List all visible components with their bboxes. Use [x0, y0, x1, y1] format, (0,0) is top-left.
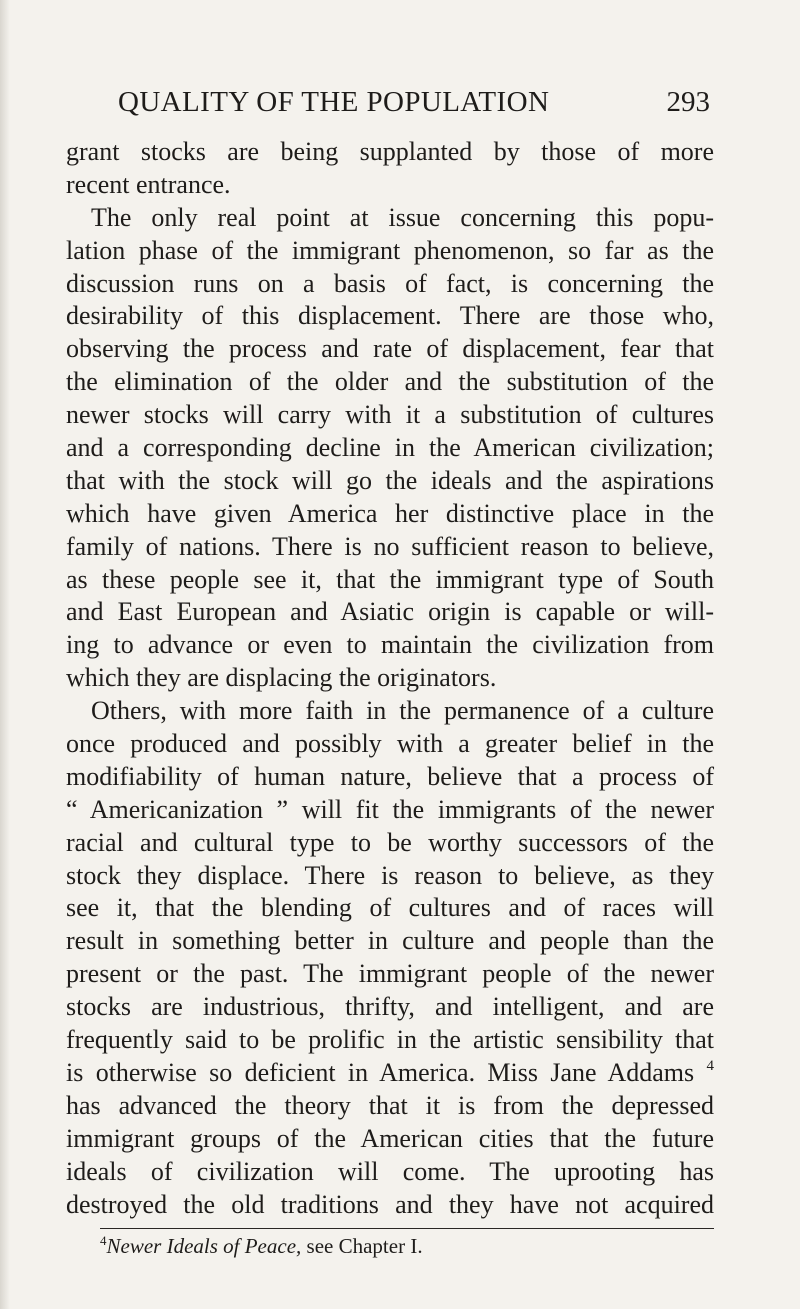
text-line: recent entrance. — [66, 169, 231, 199]
text-line: ideals of civilization will come. The uprooting has — [66, 1156, 714, 1186]
text-line: the elimination of the older and the substitution of the — [66, 367, 714, 397]
text-line: lation phase of the immigrant phenomenon, so far as the — [66, 235, 714, 265]
text-line: observing the process and rate of displacement, fear that — [66, 334, 714, 364]
body-text — [66, 136, 714, 1221]
text-line: has advanced the theory that it is from the depressed — [66, 1090, 714, 1120]
text-line: destroyed the old traditions and they have not acquired — [66, 1189, 714, 1219]
text-line: racial and cultural type to be worthy successors of the — [66, 827, 714, 857]
text-line: once produced and possibly with a greater belief in the — [66, 729, 714, 759]
text-line-with-footnote-ref — [66, 1057, 714, 1090]
footnote-text: see Chapter I. — [306, 1234, 423, 1258]
footnote — [100, 1234, 423, 1259]
text-line-content: is otherwise so deficient in America. Miss Jane Addams — [66, 1057, 695, 1087]
text-line: which have given America her distinctive place in the — [66, 498, 714, 528]
text-line: grant stocks are being supplanted by those of more — [66, 137, 714, 166]
running-head — [118, 86, 710, 130]
text-line: Others, with more faith in the permanence of a culture — [91, 696, 714, 726]
text-line: ing to advance or even to maintain the civilization from — [66, 630, 714, 660]
text-line: and East European and Asiatic origin is capable or will- — [66, 597, 714, 627]
text-line: stocks are industrious, thrifty, and intelligent, and are — [66, 992, 714, 1022]
text-line: newer stocks will carry with it a substitution of cultures — [66, 400, 714, 430]
text-line: immigrant groups of the American cities that the future — [66, 1123, 714, 1153]
text-line: and a corresponding decline in the American civilization; — [66, 433, 714, 463]
text-line: which they are displacing the originators. — [66, 663, 497, 693]
text-line: frequently said to be prolific in the artistic sensibility that — [66, 1025, 714, 1055]
text-line: “ Americanization ” will fit the immigrants of the newer — [66, 794, 714, 824]
page-binding-shadow — [0, 0, 10, 1309]
footnote-title: Newer Ideals of Peace, — [106, 1234, 302, 1258]
page-number: 293 — [666, 86, 710, 118]
text-line: The only real point at issue concerning this popu- — [91, 202, 714, 232]
footnote-rule — [100, 1228, 714, 1229]
text-line: see it, that the blending of cultures and of races will — [66, 893, 714, 923]
text-line: as these people see it, that the immigrant type of South — [66, 564, 714, 594]
text-line: desirability of this displacement. There are those who, — [66, 301, 714, 331]
running-title: QUALITY OF THE POPULATION — [118, 86, 550, 118]
footnote-mark: 4 — [100, 1233, 107, 1248]
text-line: result in something better in culture and people than the — [66, 926, 714, 956]
text-line: discussion runs on a basis of fact, is concerning the — [66, 268, 714, 298]
text-line: present or the past. The immigrant people of the newer — [66, 959, 714, 989]
text-line: family of nations. There is no sufficient reason to believe, — [66, 531, 714, 561]
text-line: modifiability of human nature, believe that a process of — [66, 761, 714, 791]
footnote-reference: 4 — [706, 1057, 715, 1074]
text-line: stock they displace. There is reason to believe, as they — [66, 860, 714, 890]
text-line: that with the stock will go the ideals and the aspirations — [66, 465, 714, 495]
